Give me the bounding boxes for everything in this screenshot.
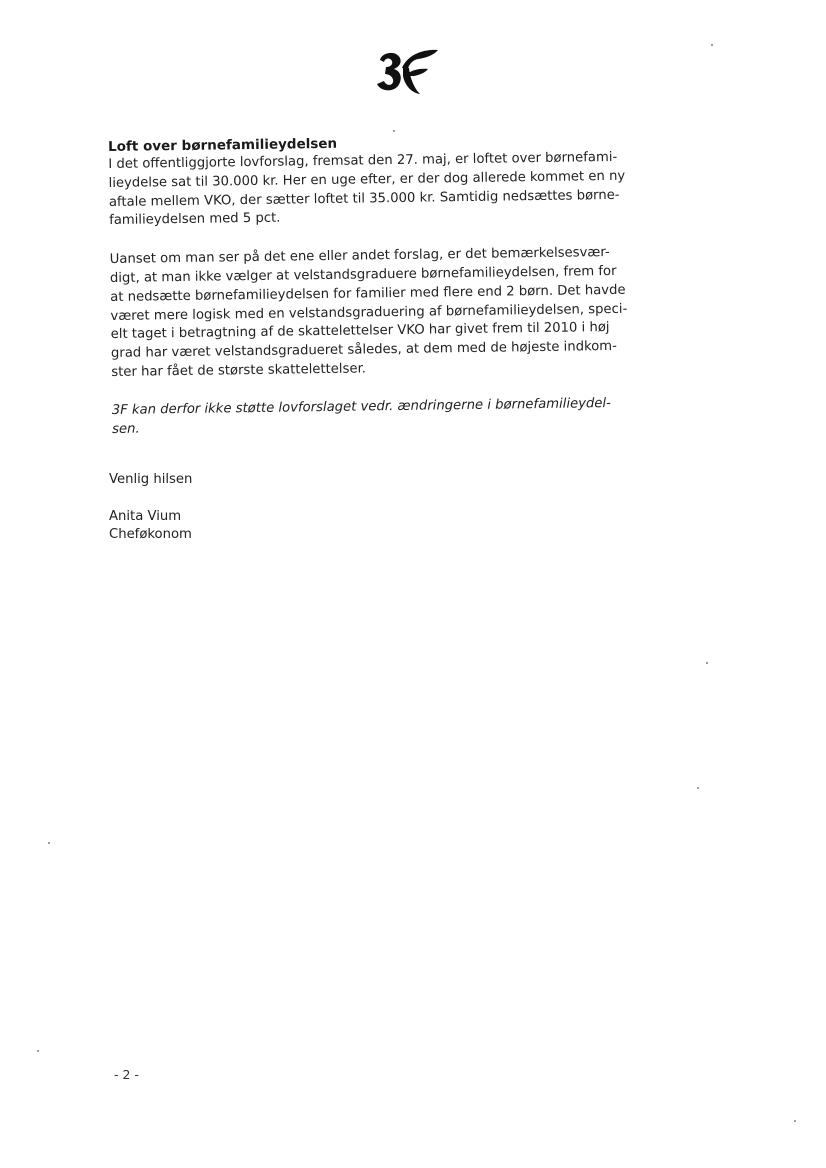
conclusion-paragraph	[112, 394, 652, 439]
letter-body	[108, 130, 652, 439]
logo-three-shape	[377, 53, 401, 90]
logo-f-top-shape	[402, 50, 438, 69]
text-line: været mere logisk med en velstandsgraduering af børnefamilieydelsen, speci-	[110, 301, 628, 324]
scan-speck	[711, 44, 713, 46]
section-heading: Loft over børnefamilieydelsen	[108, 135, 338, 155]
text-line: familieydelsen med 5 pct.	[109, 210, 281, 229]
text-line: 3F kan derfor ikke støtte lovforslaget vedr. ændringerne i børnefamilieydel-	[111, 395, 611, 418]
3f-logo	[372, 46, 444, 98]
page-number: - 2 -	[114, 1067, 139, 1082]
paragraph-2	[110, 244, 652, 383]
closing-greeting: Venlig hilsen	[109, 472, 193, 487]
scan-speck	[697, 787, 699, 789]
paragraph-1	[108, 148, 649, 231]
scan-speck	[393, 130, 395, 132]
text-line: I det offentliggjorte lovforslag, fremsat den 27. maj, er loftet over børnefami-	[108, 149, 618, 172]
scan-speck	[48, 842, 50, 844]
text-line: lieydelse sat til 30.000 kr. Her en uge efter, er der dog allerede kommet en ny	[108, 168, 626, 191]
text-line: at nedsætte børnefamilieydelsen for familier med flere end 2 børn. Det havde	[110, 282, 626, 305]
text-line: Uanset om man ser på det ene eller andet forslag, er det bemærkelsesvær-	[109, 245, 610, 268]
text-line: sen.	[111, 421, 140, 437]
signatory-title: Cheføkonom	[109, 527, 192, 542]
text-line: elt taget i betragtning af de skattelettelser VKO har givet frem til 2010 i høj	[110, 320, 610, 343]
scan-speck	[794, 1120, 796, 1122]
text-line: aftale mellem VKO, der sætter loftet til 35.000 kr. Samtidig nedsættes børne-	[108, 187, 620, 210]
scan-speck	[706, 662, 708, 664]
text-line: ster har fået de største skattelettelser.	[111, 361, 367, 380]
signatory-name: Anita Vium	[109, 509, 182, 524]
scan-speck	[37, 1050, 39, 1052]
text-line: digt, at man ikke vælger at velstandsgraduere børnefamilieydelsen, frem for	[109, 263, 617, 286]
text-line: grad har været velstandsgradueret således, at dem med de højeste indkom-	[110, 339, 617, 362]
